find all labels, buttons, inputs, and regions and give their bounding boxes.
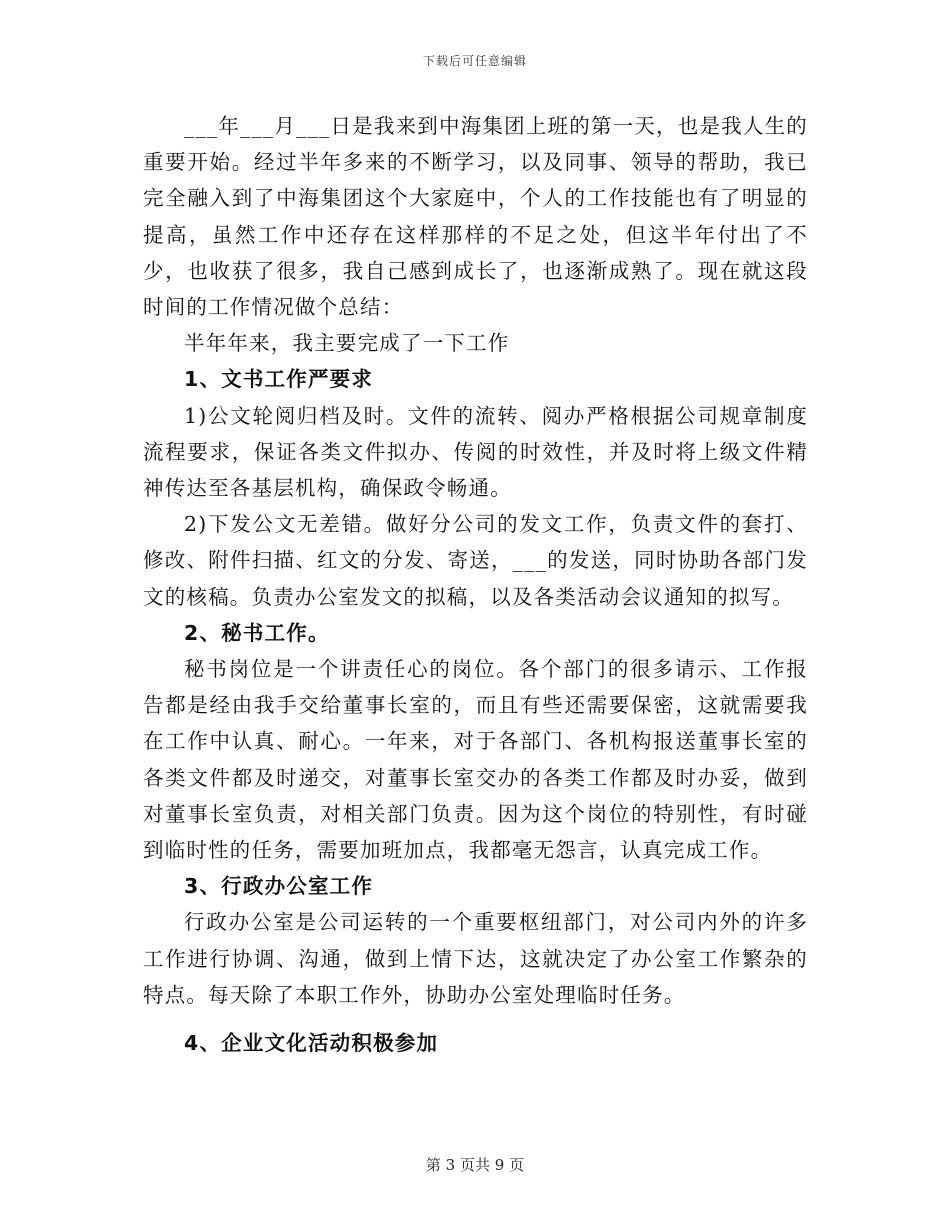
section-1-item-2: 2)下发公文无差错。做好分公司的发文工作，负责文件的套打、修改、附件扫描、红文的分发、寄送，___的发送，同时协助各部门发文的核稿。负责办公室发文的拟稿，以及各类活动会议通知的拟写。 — [143, 512, 808, 609]
section-3-paragraph: 行政办公室是公司运转的一个重要枢纽部门，对公司内外的许多工作进行协调、沟通，做到上情下达，这就决定了办公室工作繁杂的特点。每天除了本职工作外，协助办公室处理临时任务。 — [143, 910, 808, 1007]
document-body — [143, 108, 808, 1061]
section-heading-4: 4、企业文化活动积极参加 — [184, 1031, 439, 1056]
section-heading-3: 3、行政办公室工作 — [184, 874, 374, 899]
page-number: 第 3 页共 9 页 — [425, 1156, 525, 1174]
intro-paragraph: ___年___月___日是我来到中海集团上班的第一天，也是我人生的重要开始。经过半年多来的不断学习，以及同事、领导的帮助，我已完全融入到了中海集团这个大家庭中，个人的工作技能也有了明显的提高，虽然工作中还存在这样那样的不足之处，但这半年付出了不少，也收获了很多，我自己感到成长了，也逐渐成熟了。现在就这段时间的工作情况做个总结： — [143, 114, 808, 320]
section-2-paragraph: 秘书岗位是一个讲责任心的岗位。各个部门的很多请示、工作报告都是经由我手交给董事长室的，而且有些还需要保密，这就需要我在工作中认真、耐心。一年来，对于各部门、各机构报送董事长室的各类文件都及时递交，对董事长室交办的各类工作都及时办妥，做到对董事长室负责，对相关部门负责。因为这个岗位的特别性，有时碰到临时性的任务，需要加班加点，我都毫无怨言，认真完成工作。 — [143, 657, 808, 863]
page-header: 下载后可任意编辑 — [422, 54, 527, 68]
summary-lead-paragraph: 半年年来，我主要完成了一下工作 — [184, 331, 510, 356]
section-1-item-1: 1)公文轮阅归档及时。文件的流转、阅办严格根据公司规章制度流程要求，保证各类文件拟办、传阅的时效性，并及时将上级文件精神传达至各基层机构，确保政令畅通。 — [143, 403, 808, 501]
section-heading-1: 1、文书工作严要求 — [184, 367, 374, 392]
section-heading-2: 2、秘书工作。 — [184, 620, 330, 645]
